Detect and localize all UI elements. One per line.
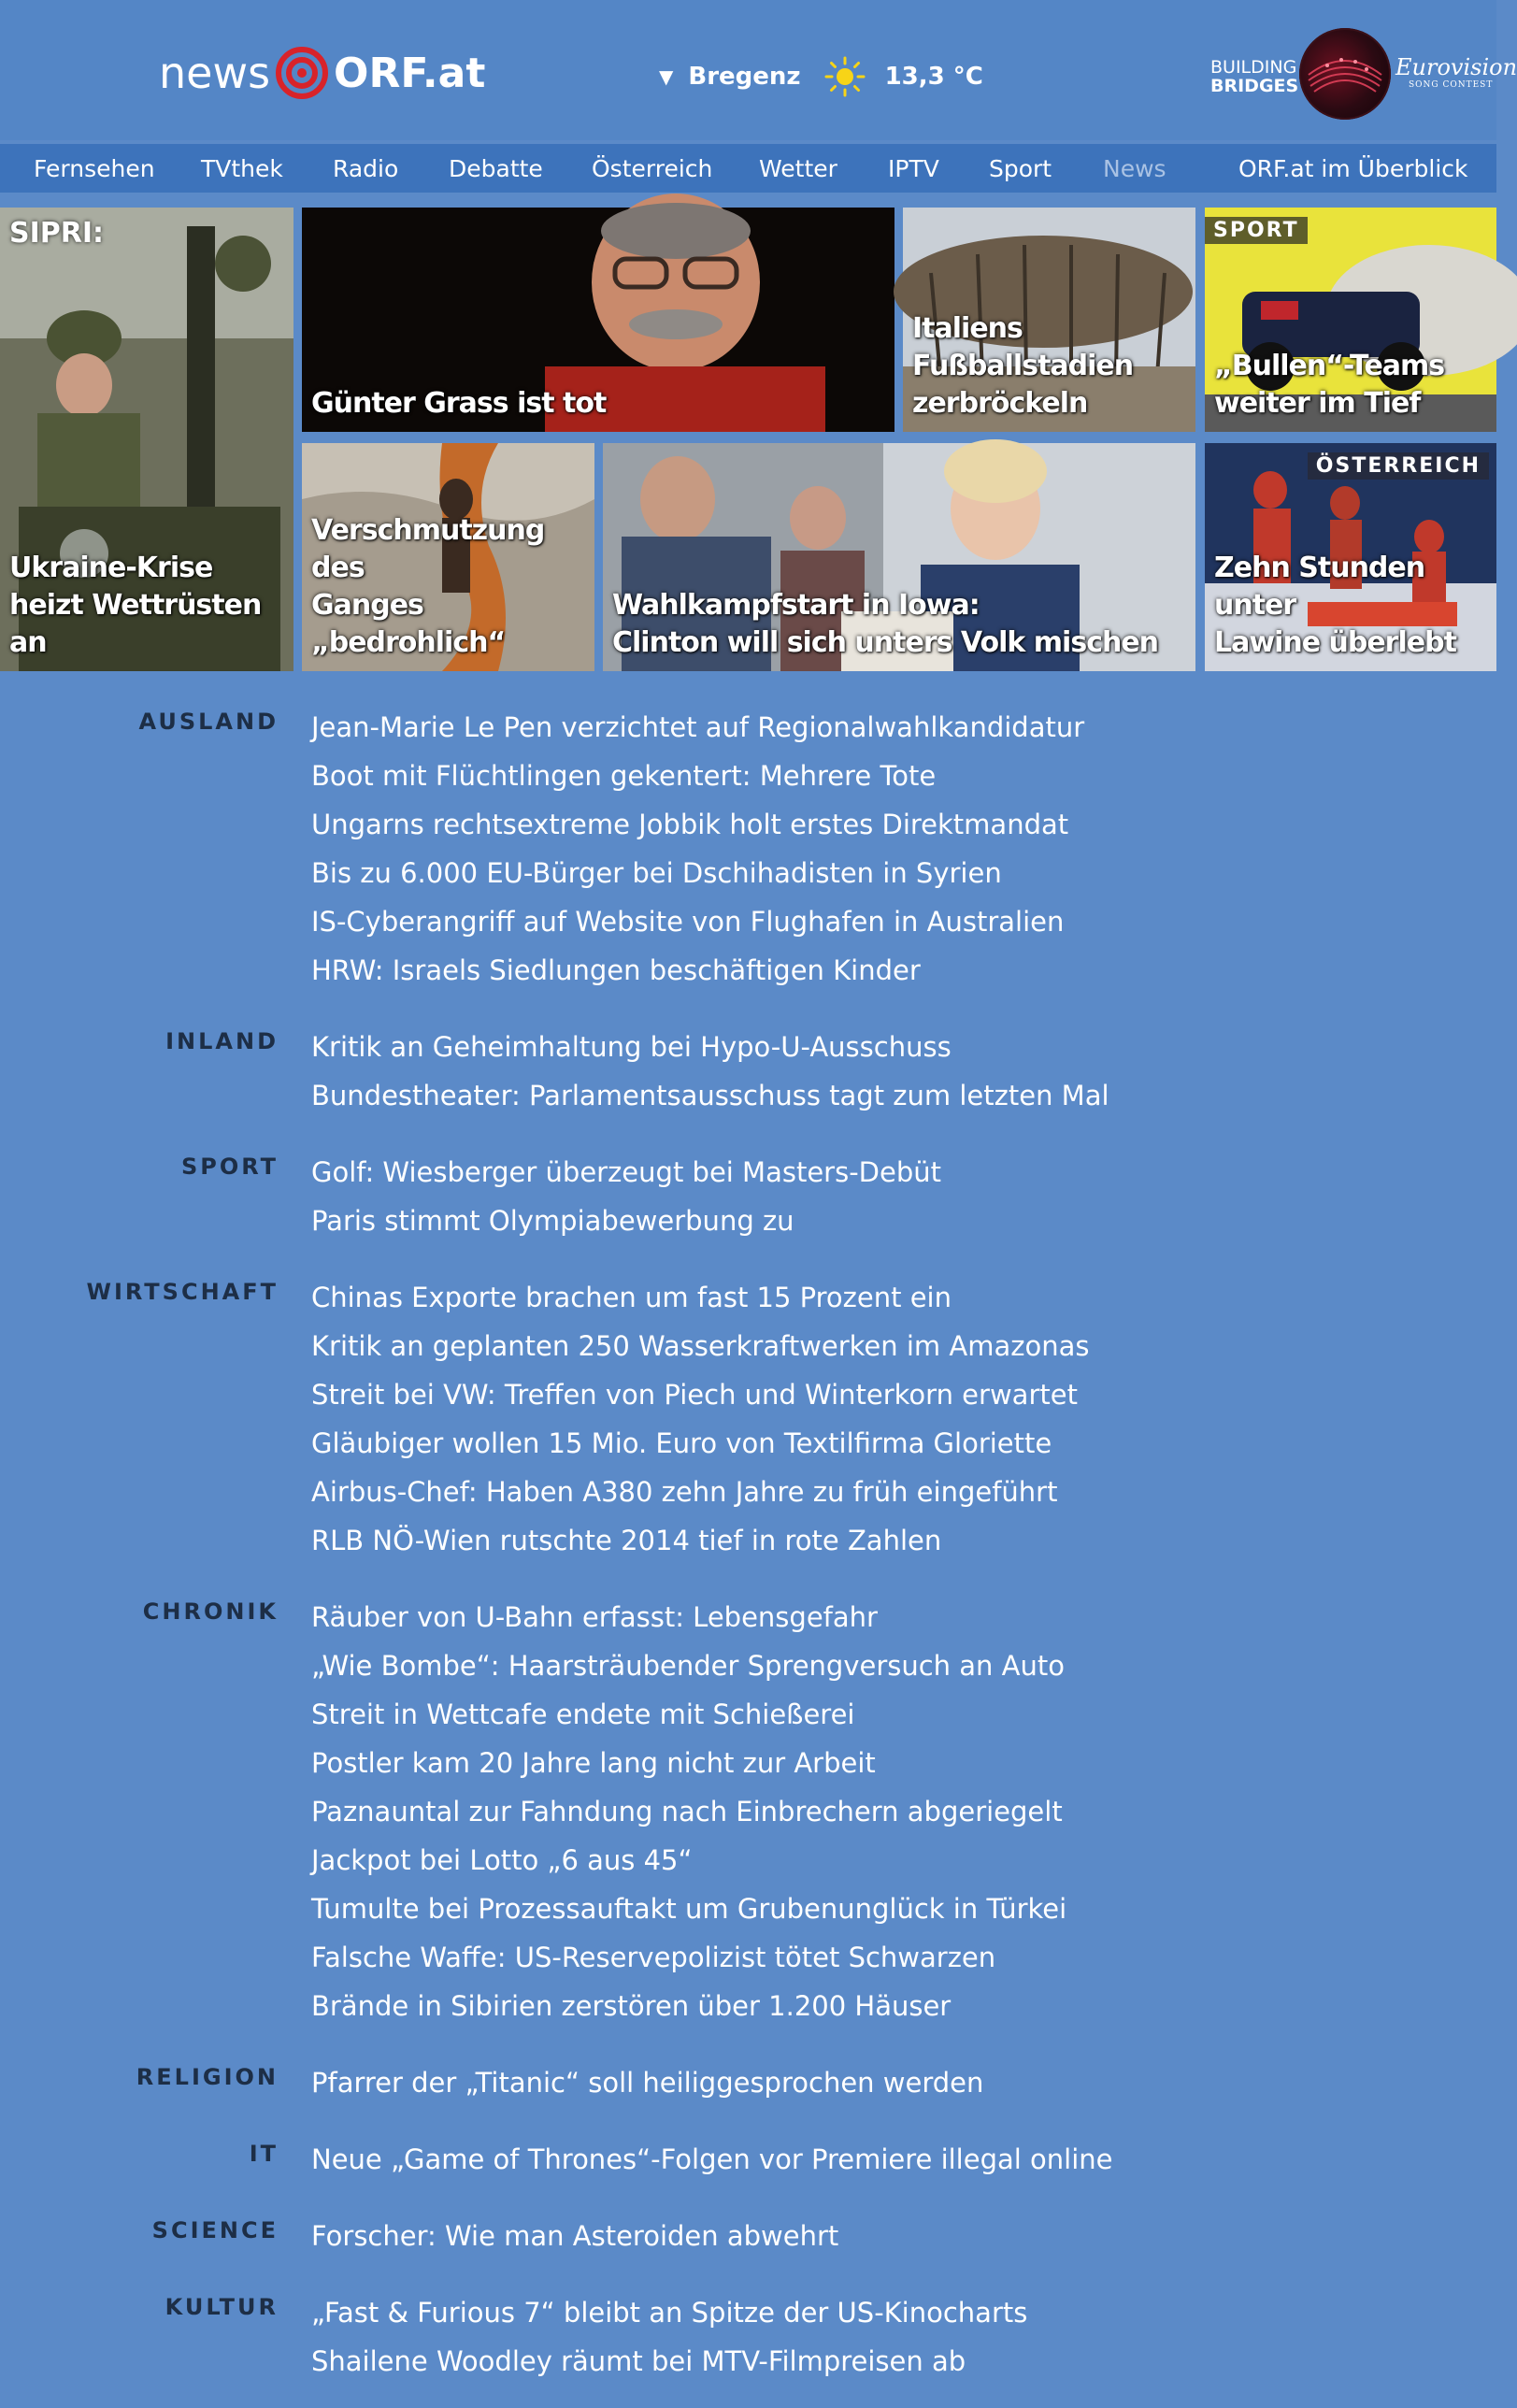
sun-icon bbox=[823, 55, 866, 98]
section-label: SCIENCE bbox=[151, 2217, 279, 2243]
headline-link[interactable]: Chinas Exporte brachen um fast 15 Prozent ein bbox=[311, 1282, 952, 1313]
weather-location: Bregenz bbox=[688, 63, 801, 91]
section-label: INLAND bbox=[165, 1028, 279, 1054]
headline-link[interactable]: Jackpot bei Lotto „6 aus 45“ bbox=[311, 1844, 693, 1876]
headline-link[interactable]: Streit in Wettcafe endete mit Schießerei bbox=[311, 1698, 855, 1730]
logo-orf-text: ORF.at bbox=[334, 49, 486, 97]
teaser-caption: Verschmutzung des Ganges „bedrohlich“ bbox=[311, 514, 545, 659]
nav-item-wetter[interactable]: Wetter bbox=[759, 155, 837, 182]
headline-link[interactable]: Boot mit Flüchtlingen gekentert: Mehrere Tote bbox=[311, 760, 937, 792]
building-bridges-text: BUILDING BRIDGES bbox=[1210, 57, 1299, 96]
headline-link[interactable]: Paris stimmt Olympiabewerbung zu bbox=[311, 1205, 794, 1237]
headline-link[interactable]: Pfarrer der „Titanic“ soll heiliggesprochen werden bbox=[311, 2067, 984, 2099]
headline-link[interactable]: „Fast & Furious 7“ bleibt an Spitze der US-Kinocharts bbox=[311, 2297, 1028, 2329]
nav-item-tvthek[interactable]: TVthek bbox=[201, 155, 283, 182]
section-label: RELIGION bbox=[136, 2064, 279, 2090]
teaser-grid bbox=[0, 204, 1496, 669]
teaser-clinton[interactable] bbox=[603, 443, 1195, 671]
headline-link[interactable]: HRW: Israels Siedlungen beschäftigen Kinder bbox=[311, 954, 921, 986]
headline-list bbox=[311, 1023, 1109, 1120]
main-navigation bbox=[0, 144, 1496, 193]
headline-link[interactable]: Jean-Marie Le Pen verzichtet auf Regionalwahlkandidatur bbox=[311, 711, 1085, 743]
headline-list bbox=[311, 2288, 1027, 2386]
nav-item-sport[interactable]: Sport bbox=[989, 155, 1052, 182]
headline-link[interactable]: Golf: Wiesberger überzeugt bei Masters-Debüt bbox=[311, 1156, 941, 1188]
nav-item-oesterreich[interactable]: Österreich bbox=[592, 155, 713, 182]
site-header bbox=[0, 0, 1517, 140]
headline-link[interactable]: Kritik an Geheimhaltung bei Hypo-U-Ausschuss bbox=[311, 1031, 952, 1063]
teaser-caption: „Bullen“-Teams weiter im Tief bbox=[1214, 350, 1445, 420]
weather-widget[interactable] bbox=[659, 56, 983, 97]
teaser-caption: Günter Grass ist tot bbox=[311, 387, 607, 420]
teaser-tag: ÖSTERREICH bbox=[1308, 452, 1489, 480]
headline-list bbox=[311, 703, 1084, 995]
logo-news-text: news bbox=[159, 48, 271, 98]
headline-link[interactable]: IS-Cyberangriff auf Website von Flughafen in Australien bbox=[311, 906, 1065, 938]
headline-list bbox=[311, 1273, 1089, 1565]
headline-link[interactable]: Ungarns rechtsextreme Jobbik holt erstes Direktmandat bbox=[311, 809, 1069, 840]
teaser-caption: Wahlkampfstart in Iowa: Clinton will sich unters Volk mischen bbox=[612, 589, 1159, 659]
headline-link[interactable]: Postler kam 20 Jahre lang nicht zur Arbeit bbox=[311, 1747, 876, 1779]
headline-link[interactable]: Airbus-Chef: Haben A380 zehn Jahre zu früh eingeführt bbox=[311, 1476, 1058, 1508]
headline-link[interactable]: Falsche Waffe: US-Reservepolizist tötet Schwarzen bbox=[311, 1942, 996, 1973]
nav-item-debatte[interactable]: Debatte bbox=[449, 155, 543, 182]
orf-news-logo[interactable] bbox=[159, 45, 485, 101]
headline-link[interactable]: Shailene Woodley räumt bei MTV-Filmpreisen ab bbox=[311, 2345, 966, 2377]
teaser-caption: Ukraine-Krise heizt Wettrüsten an bbox=[9, 552, 262, 659]
headline-link[interactable]: Tumulte bei Prozessauftakt um Grubenunglück in Türkei bbox=[311, 1893, 1067, 1925]
teaser-overline: SIPRI: bbox=[9, 217, 105, 250]
teaser-ganges[interactable] bbox=[302, 443, 594, 671]
teaser-tag: SPORT bbox=[1205, 217, 1308, 244]
headline-list bbox=[311, 1148, 941, 1245]
teaser-grass[interactable] bbox=[302, 208, 894, 432]
nav-item-fernsehen[interactable]: Fernsehen bbox=[34, 155, 155, 182]
teaser-caption: Italiens Fußballstadien zerbröckeln bbox=[912, 312, 1134, 420]
nav-item-iptv[interactable]: IPTV bbox=[888, 155, 939, 182]
teaser-stadien[interactable] bbox=[903, 208, 1195, 432]
headline-link[interactable]: Kritik an geplanten 250 Wasserkraftwerken im Amazonas bbox=[311, 1330, 1090, 1362]
teaser-lawine[interactable] bbox=[1205, 443, 1496, 671]
headline-link[interactable]: Paznauntal zur Fahndung nach Einbrechern abgeriegelt bbox=[311, 1796, 1063, 1828]
headline-list bbox=[311, 2135, 1113, 2184]
weather-temperature: 13,3 °C bbox=[884, 63, 983, 91]
section-label: WIRTSCHAFT bbox=[86, 1279, 279, 1305]
teaser-ukraine[interactable] bbox=[0, 208, 293, 671]
headline-list bbox=[311, 2058, 983, 2107]
teaser-caption: Zehn Stunden unter Lawine überlebt bbox=[1214, 552, 1456, 659]
headline-link[interactable]: Neue „Game of Thrones“-Folgen vor Premiere illegal online bbox=[311, 2143, 1113, 2175]
section-label: SPORT bbox=[180, 1154, 279, 1180]
headline-link[interactable]: Forscher: Wie man Asteroiden abwehrt bbox=[311, 2220, 839, 2252]
headline-link[interactable]: Räuber von U-Bahn erfasst: Lebensgefahr bbox=[311, 1601, 878, 1633]
headline-link[interactable]: Streit bei VW: Treffen von Piech und Winterkorn erwartet bbox=[311, 1379, 1078, 1411]
section-label: CHRONIK bbox=[142, 1598, 279, 1625]
headline-link[interactable]: RLB NÖ-Wien rutschte 2014 tief in rote Zahlen bbox=[311, 1525, 942, 1556]
headline-list bbox=[311, 1593, 1066, 2030]
eurovision-heart-icon bbox=[1299, 28, 1391, 120]
section-label: KULTUR bbox=[165, 2294, 279, 2320]
section-label: AUSLAND bbox=[138, 709, 279, 735]
eurovision-wordmark: Eurovision SONG CONTEST bbox=[1395, 54, 1517, 90]
section-label: IT bbox=[249, 2141, 279, 2167]
headline-list bbox=[311, 2212, 838, 2260]
eurovision-banner[interactable] bbox=[1210, 26, 1517, 123]
orf-target-icon bbox=[276, 47, 328, 99]
teaser-bullen[interactable] bbox=[1205, 208, 1496, 432]
headline-link[interactable]: Gläubiger wollen 15 Mio. Euro von Textilfirma Gloriette bbox=[311, 1427, 1052, 1459]
headline-link[interactable]: Brände in Sibirien zerstören über 1.200 Häuser bbox=[311, 1990, 952, 2022]
nav-item-radio[interactable]: Radio bbox=[333, 155, 399, 182]
headline-link[interactable]: Bundestheater: Parlamentsausschuss tagt zum letzten Mal bbox=[311, 1080, 1109, 1111]
nav-item-news[interactable]: News bbox=[1103, 155, 1166, 182]
headline-link[interactable]: „Wie Bombe“: Haarsträubender Sprengversuch an Auto bbox=[311, 1650, 1065, 1682]
dropdown-triangle-icon: ▼ bbox=[659, 65, 674, 88]
nav-item-orf-ueberblick[interactable]: ORF.at im Überblick bbox=[1238, 155, 1468, 182]
headline-link[interactable]: Bis zu 6.000 EU-Bürger bei Dschihadisten in Syrien bbox=[311, 857, 1002, 889]
